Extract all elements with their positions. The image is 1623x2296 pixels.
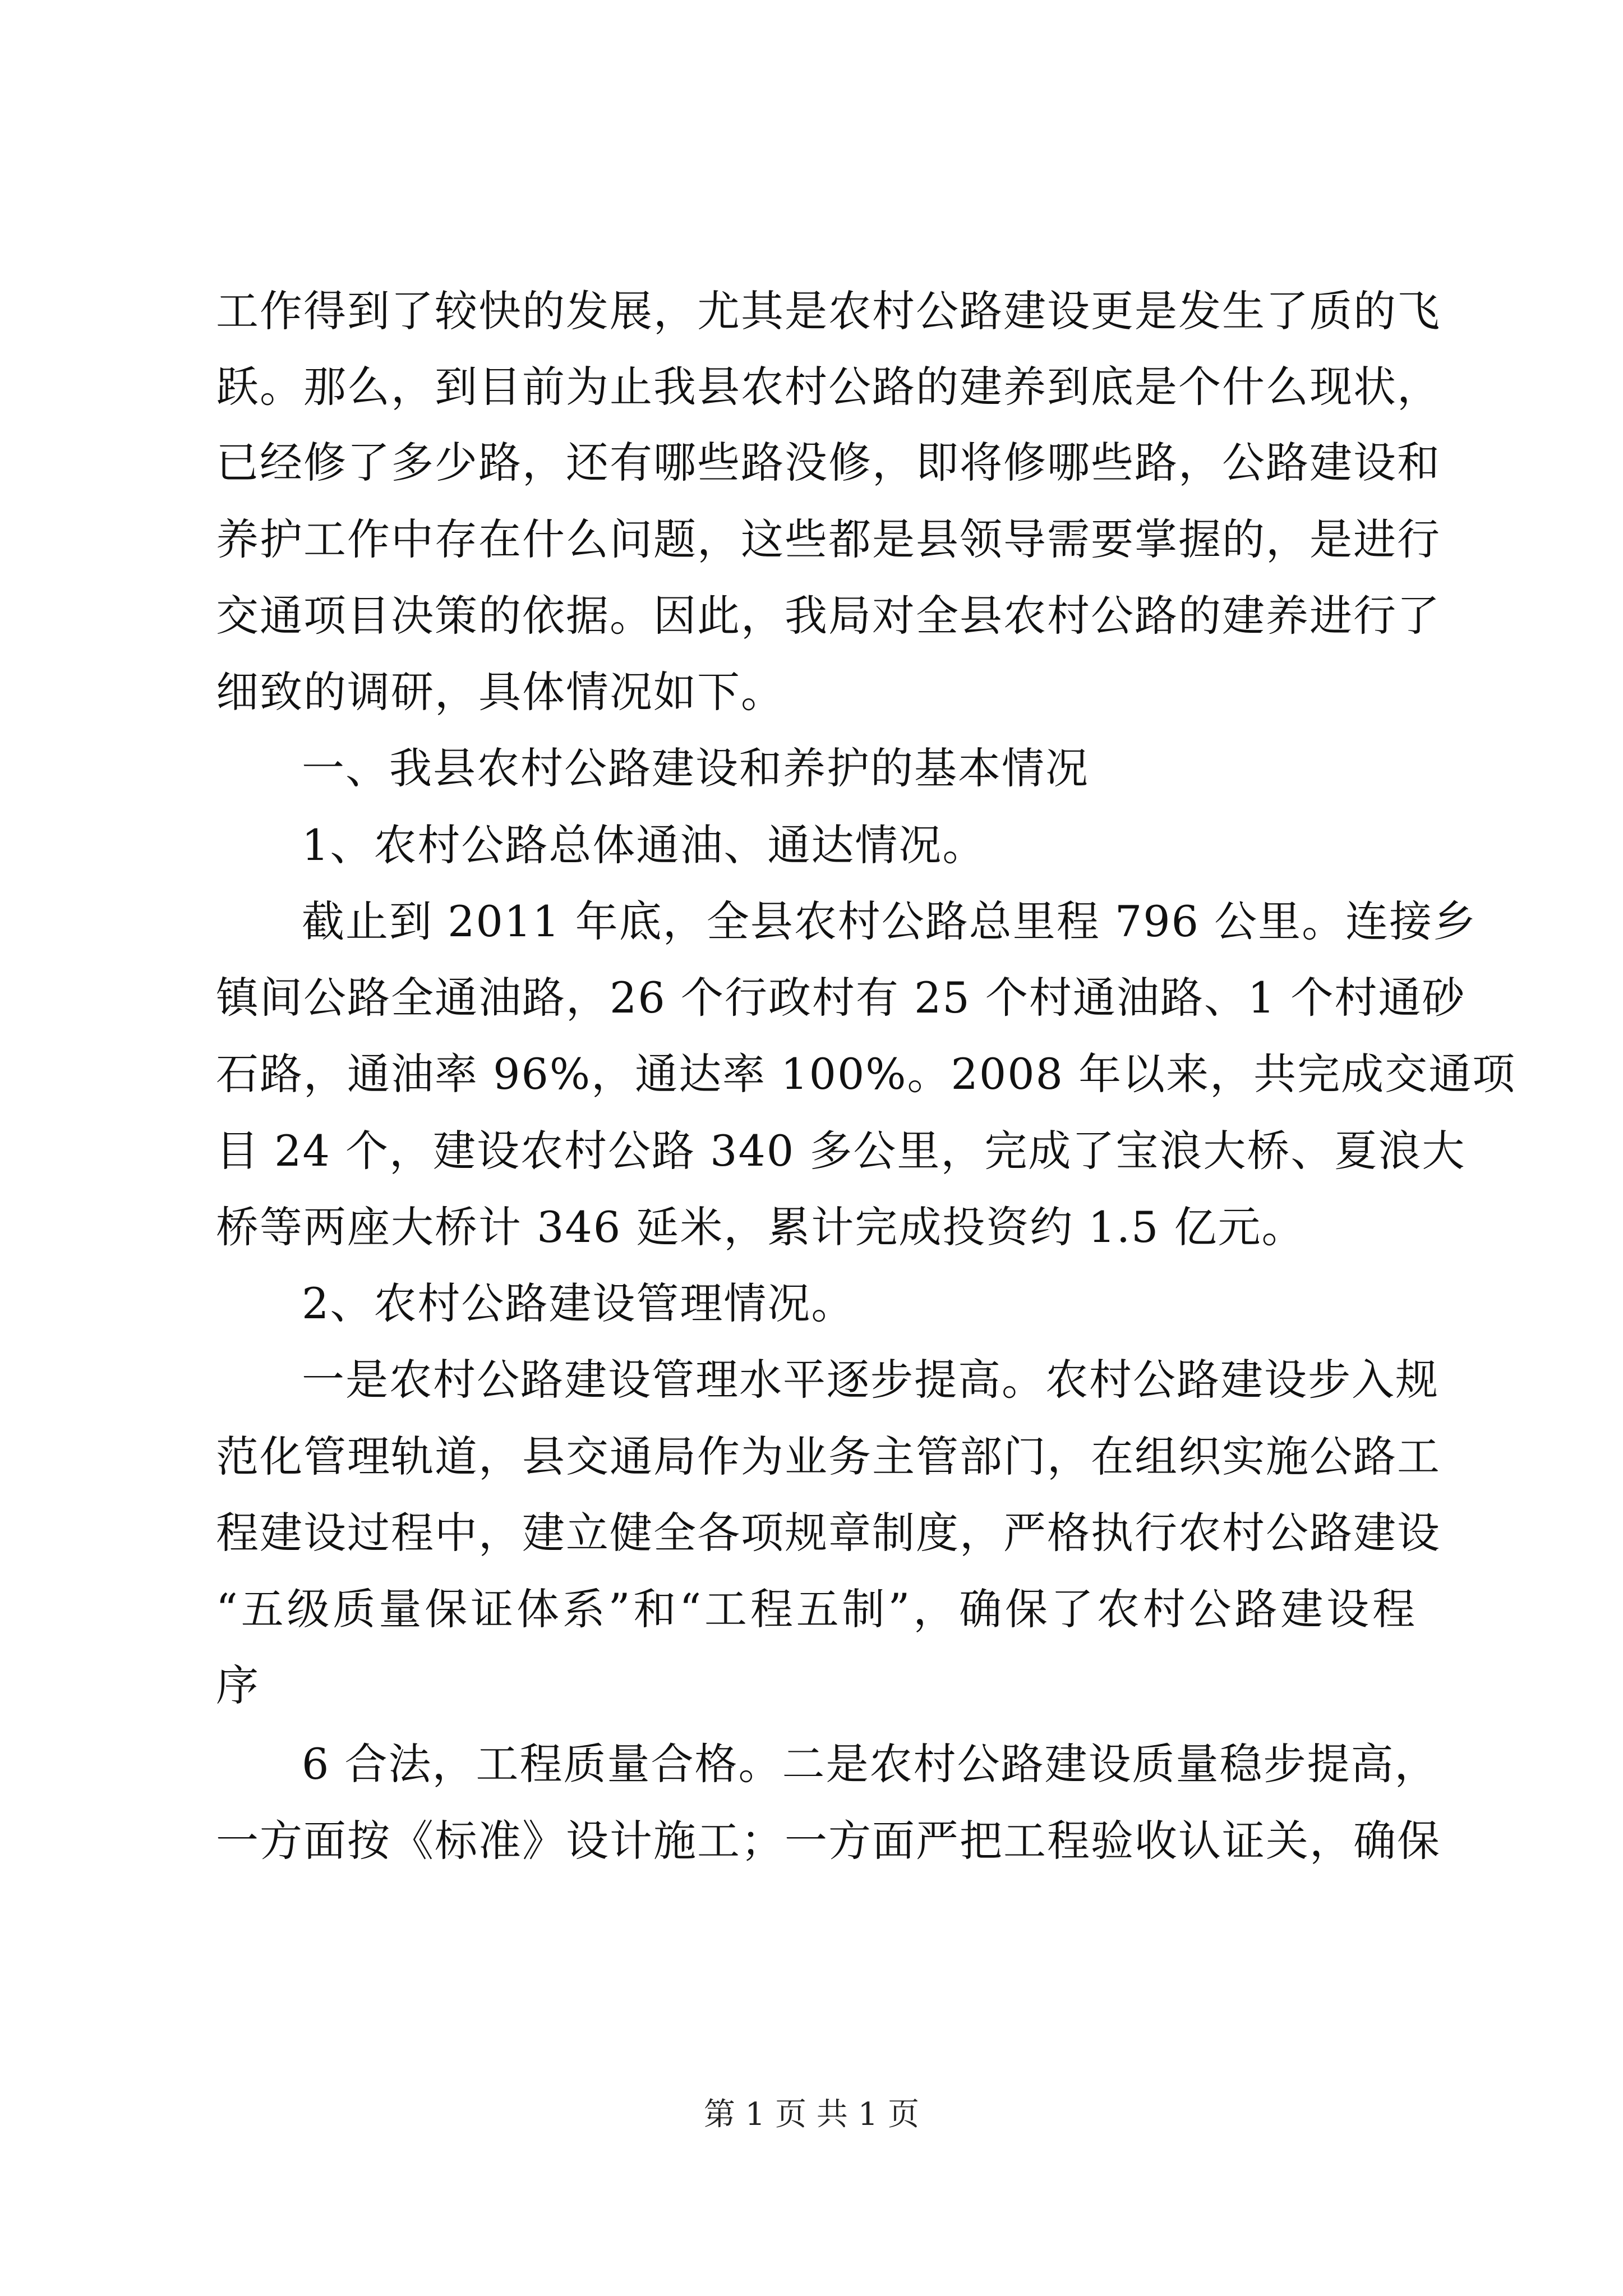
text-line: 工作得到了较快的发展，尤其是农村公路建设更是发生了质的飞 [216, 286, 1441, 336]
subsection-heading: 2、农村公路建设管理情况。 [302, 1278, 855, 1328]
text-line: 已经修了多少路，还有哪些路没修，即将修哪些路，公路建设和 [216, 438, 1441, 487]
text-line: 目 24 个，建设农村公路 340 多公里，完成了宝浪大桥、夏浪大 [216, 1126, 1466, 1176]
text-line: 交通项目决策的依据。因此，我局对全县农村公路的建养进行了 [216, 591, 1441, 641]
text-line: 程建设过程中，建立健全各项规章制度，严格执行农村公路建设 [216, 1508, 1441, 1558]
text-line: 序 [216, 1660, 260, 1710]
text-line: “五级质量保证体系”和“工程五制”，确保了农村公路建设程 [216, 1584, 1416, 1634]
text-line: 一是农村公路建设管理水平逐步提高。农村公路建设步入规 [302, 1355, 1439, 1405]
text-line: 细致的调研，具体情况如下。 [216, 667, 785, 717]
text-line: 镇间公路全通油路，26 个行政村有 25 个村通油路、1 个村通砂 [216, 973, 1466, 1023]
text-line: 桥等两座大桥计 346 延米，累计完成投资约 1.5 亿元。 [216, 1202, 1306, 1252]
text-line: 6 合法，工程质量合格。二是农村公路建设质量稳步提高， [302, 1739, 1438, 1789]
text-line: 养护工作中存在什么问题，这些都是县领导需要掌握的，是进行 [216, 514, 1441, 564]
page-footer: 第 1 页 共 1 页 [703, 2096, 920, 2133]
text-line: 跃。那么，到目前为止我县农村公路的建养到底是个什么现状， [216, 362, 1441, 412]
text-line: 石路，通油率 96%，通达率 100%。2008 年以来，共完成交通项 [216, 1049, 1516, 1099]
section-heading: 一、我县农村公路建设和养护的基本情况 [302, 743, 1089, 793]
subsection-heading: 1、农村公路总体通油、通达情况。 [302, 820, 986, 870]
text-line: 一方面按《标准》设计施工；一方面严把工程验收认证关，确保 [216, 1816, 1441, 1866]
text-line: 截止到 2011 年底，全县农村公路总里程 796 公里。连接乡 [302, 896, 1477, 946]
text-line: 范化管理轨道，县交通局作为业务主管部门，在组织实施公路工 [216, 1432, 1441, 1481]
